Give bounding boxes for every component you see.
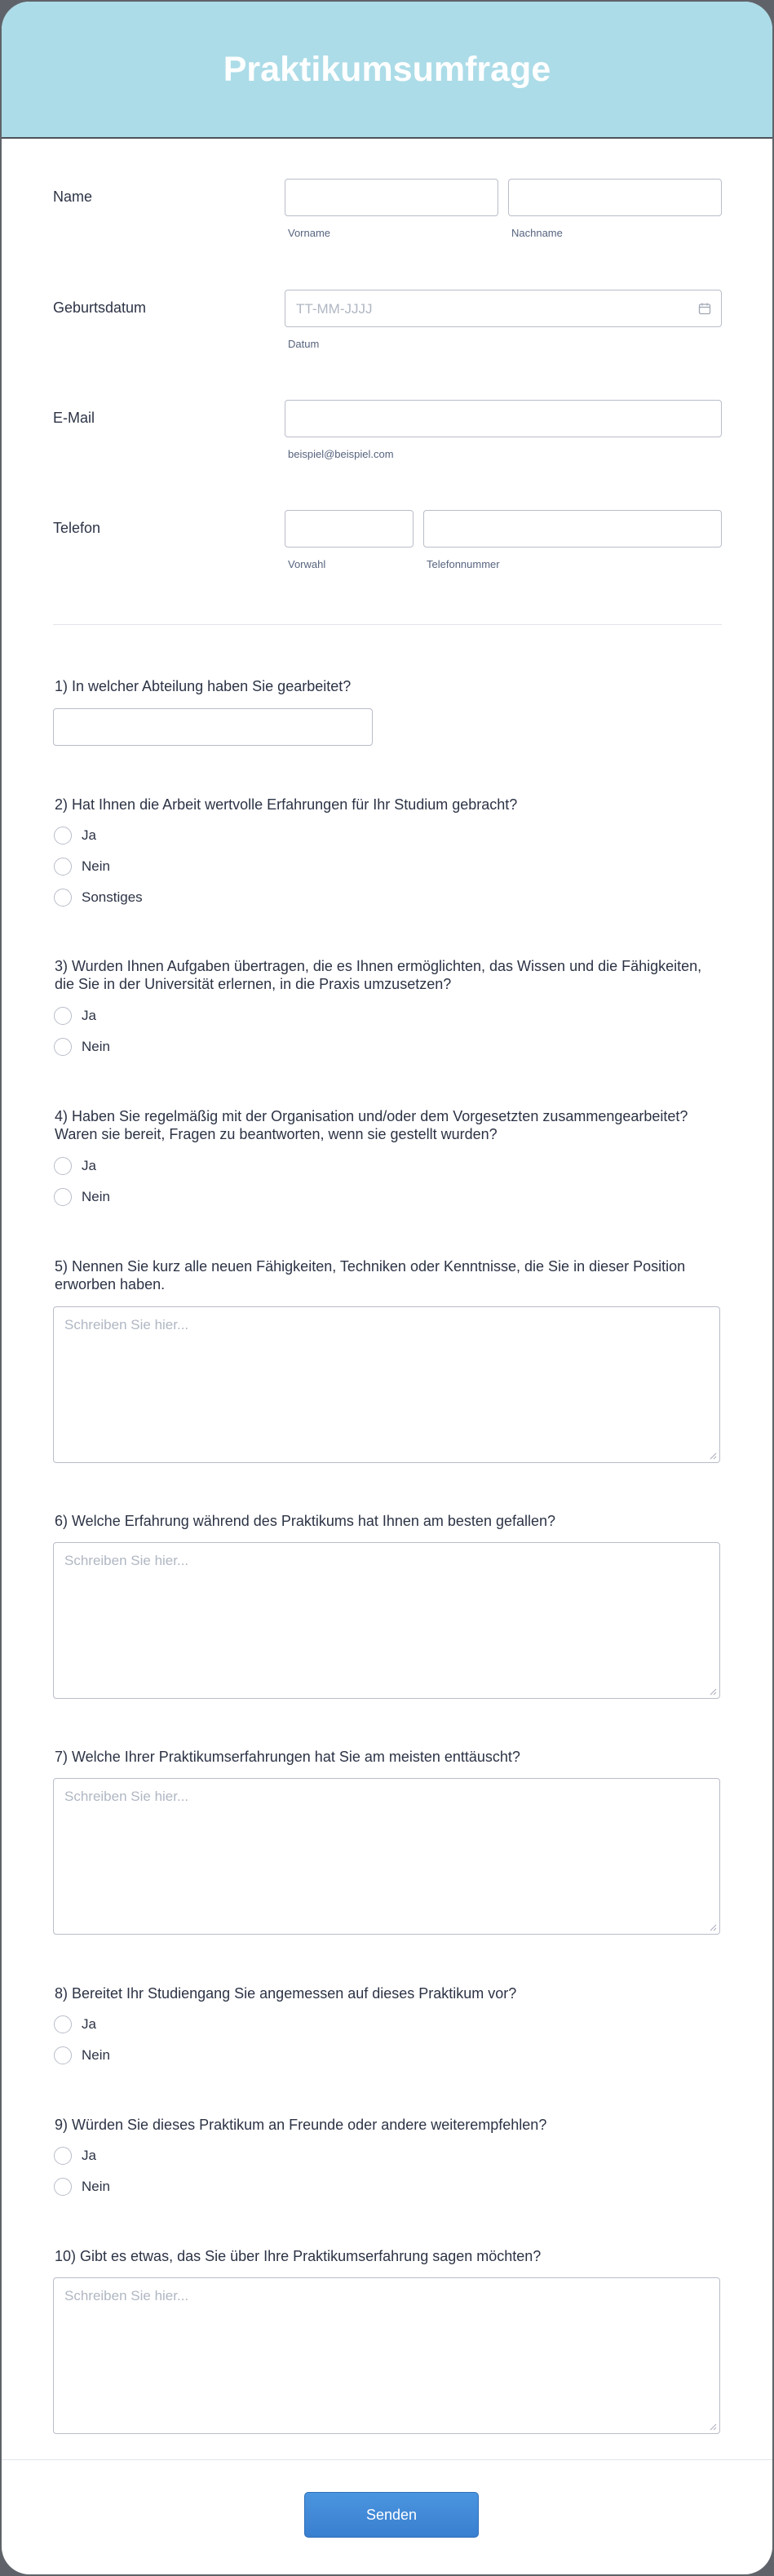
question-5-line-2: erworben haben. xyxy=(55,1276,166,1292)
radio-button[interactable] xyxy=(54,1188,72,1206)
first-name-sublabel: Vorname xyxy=(288,227,331,239)
question-8-label: 8) Bereitet Ihr Studiengang Sie angemessen auf dieses Praktikum vor? xyxy=(55,1985,517,2002)
question-7-label: 7) Welche Ihrer Praktikumserfahrungen hat Sie am meisten enttäuscht? xyxy=(55,1749,520,1765)
q3-option-nein[interactable] xyxy=(54,1037,110,1057)
last-name-sublabel: Nachname xyxy=(511,227,563,239)
department-input[interactable] xyxy=(53,708,373,746)
q4-option-label: Ja xyxy=(82,1158,96,1173)
footer-divider xyxy=(2,2459,772,2460)
q3-option-label: Ja xyxy=(82,1008,96,1023)
form-header xyxy=(2,2,772,139)
q4-option-nein[interactable] xyxy=(54,1187,110,1207)
question-4-line-1: 4) Haben Sie regelmäßig mit der Organisation und/oder dem Vorgesetzten zusammengearbeitet? xyxy=(55,1108,688,1124)
email-sublabel: beispiel@beispiel.com xyxy=(288,448,394,460)
question-4-line-2: Waren sie bereit, Fragen zu beantworten, wenn sie gestellt wurden? xyxy=(55,1126,498,1142)
q3-option-ja[interactable] xyxy=(54,1006,96,1026)
radio-button[interactable] xyxy=(54,2178,72,2196)
q8-option-label: Nein xyxy=(82,2047,110,2063)
area-code-sublabel: Vorwahl xyxy=(288,558,326,570)
email-input[interactable] xyxy=(285,400,722,437)
resize-grip-icon[interactable] xyxy=(709,1452,717,1460)
resize-grip-icon[interactable] xyxy=(709,2423,717,2431)
q2-option-nein[interactable] xyxy=(54,857,110,876)
radio-button[interactable] xyxy=(54,827,72,845)
textarea-placeholder: Schreiben Sie hier... xyxy=(64,1789,189,1804)
textarea-placeholder: Schreiben Sie hier... xyxy=(64,1553,189,1568)
comments-textarea[interactable] xyxy=(53,2277,720,2434)
question-4-label xyxy=(55,1107,723,1143)
textarea-placeholder: Schreiben Sie hier... xyxy=(64,1317,189,1332)
question-9-label: 9) Würden Sie dieses Praktikum an Freunde oder andere weiterempfehlen? xyxy=(55,2117,547,2133)
birthdate-sublabel: Datum xyxy=(288,338,320,350)
question-10-label: 10) Gibt es etwas, das Sie über Ihre Praktikumserfahrung sagen möchten? xyxy=(55,2248,542,2264)
radio-button[interactable] xyxy=(54,2015,72,2033)
question-3-line-2: die Sie in der Universität erlernen, in die Praxis umzusetzen? xyxy=(55,976,452,992)
radio-button[interactable] xyxy=(54,858,72,876)
birthdate-placeholder: TT-MM-JJJJ xyxy=(296,301,373,317)
submit-button[interactable]: Senden xyxy=(304,2492,479,2538)
textarea-placeholder: Schreiben Sie hier... xyxy=(64,2288,189,2303)
radio-button[interactable] xyxy=(54,2147,72,2165)
best-experience-textarea[interactable] xyxy=(53,1542,720,1699)
radio-button[interactable] xyxy=(54,1157,72,1175)
question-6-label: 6) Welche Erfahrung während des Praktikums hat Ihnen am besten gefallen? xyxy=(55,1513,556,1529)
first-name-input[interactable] xyxy=(285,179,498,216)
question-5-label xyxy=(55,1257,723,1293)
radio-button[interactable] xyxy=(54,1038,72,1056)
q4-option-ja[interactable] xyxy=(54,1156,96,1176)
form-card xyxy=(2,2,772,2574)
area-code-input[interactable] xyxy=(285,510,414,548)
q8-option-label: Ja xyxy=(82,2016,96,2032)
radio-button[interactable] xyxy=(54,889,72,907)
q8-option-ja[interactable] xyxy=(54,2015,96,2034)
q9-option-label: Ja xyxy=(82,2148,96,2163)
q2-option-label: Sonstiges xyxy=(82,889,143,905)
q2-option-label: Nein xyxy=(82,858,110,874)
phone-number-input[interactable] xyxy=(423,510,722,548)
radio-button[interactable] xyxy=(54,1007,72,1025)
q2-option-ja[interactable] xyxy=(54,826,96,845)
resize-grip-icon[interactable] xyxy=(709,1923,717,1931)
q8-option-nein[interactable] xyxy=(54,2046,110,2065)
q2-option-sonstiges[interactable] xyxy=(54,888,143,907)
q9-option-ja[interactable] xyxy=(54,2146,96,2166)
question-5-line-1: 5) Nennen Sie kurz alle neuen Fähigkeiten, Techniken oder Kenntnisse, die Sie in dieser Position xyxy=(55,1258,686,1275)
q9-option-label: Nein xyxy=(82,2179,110,2194)
email-label: E-Mail xyxy=(53,410,95,426)
disappointment-textarea[interactable] xyxy=(53,1778,720,1935)
question-2-label: 2) Hat Ihnen die Arbeit wertvolle Erfahrungen für Ihr Studium gebracht? xyxy=(55,796,518,813)
last-name-input[interactable] xyxy=(508,179,722,216)
q9-option-nein[interactable] xyxy=(54,2177,110,2197)
phone-number-sublabel: Telefonnummer xyxy=(427,558,500,570)
q4-option-label: Nein xyxy=(82,1189,110,1204)
question-1-label: 1) In welcher Abteilung haben Sie gearbeitet? xyxy=(55,678,352,694)
question-3-line-1: 3) Wurden Ihnen Aufgaben übertragen, die es Ihnen ermöglichten, das Wissen und die Fähigkeiten, xyxy=(55,958,702,974)
q2-option-label: Ja xyxy=(82,827,96,843)
skills-textarea[interactable] xyxy=(53,1306,720,1463)
birthdate-label: Geburtsdatum xyxy=(53,299,147,316)
name-label: Name xyxy=(53,188,93,205)
q3-option-label: Nein xyxy=(82,1039,110,1054)
question-3-label xyxy=(55,957,723,993)
form-title: Praktikumsumfrage xyxy=(223,49,551,89)
radio-button[interactable] xyxy=(54,2046,72,2064)
section-divider xyxy=(53,624,722,625)
resize-grip-icon[interactable] xyxy=(709,1687,717,1696)
phone-label: Telefon xyxy=(53,520,101,536)
calendar-icon[interactable] xyxy=(698,302,711,315)
birthdate-input[interactable] xyxy=(285,290,722,327)
